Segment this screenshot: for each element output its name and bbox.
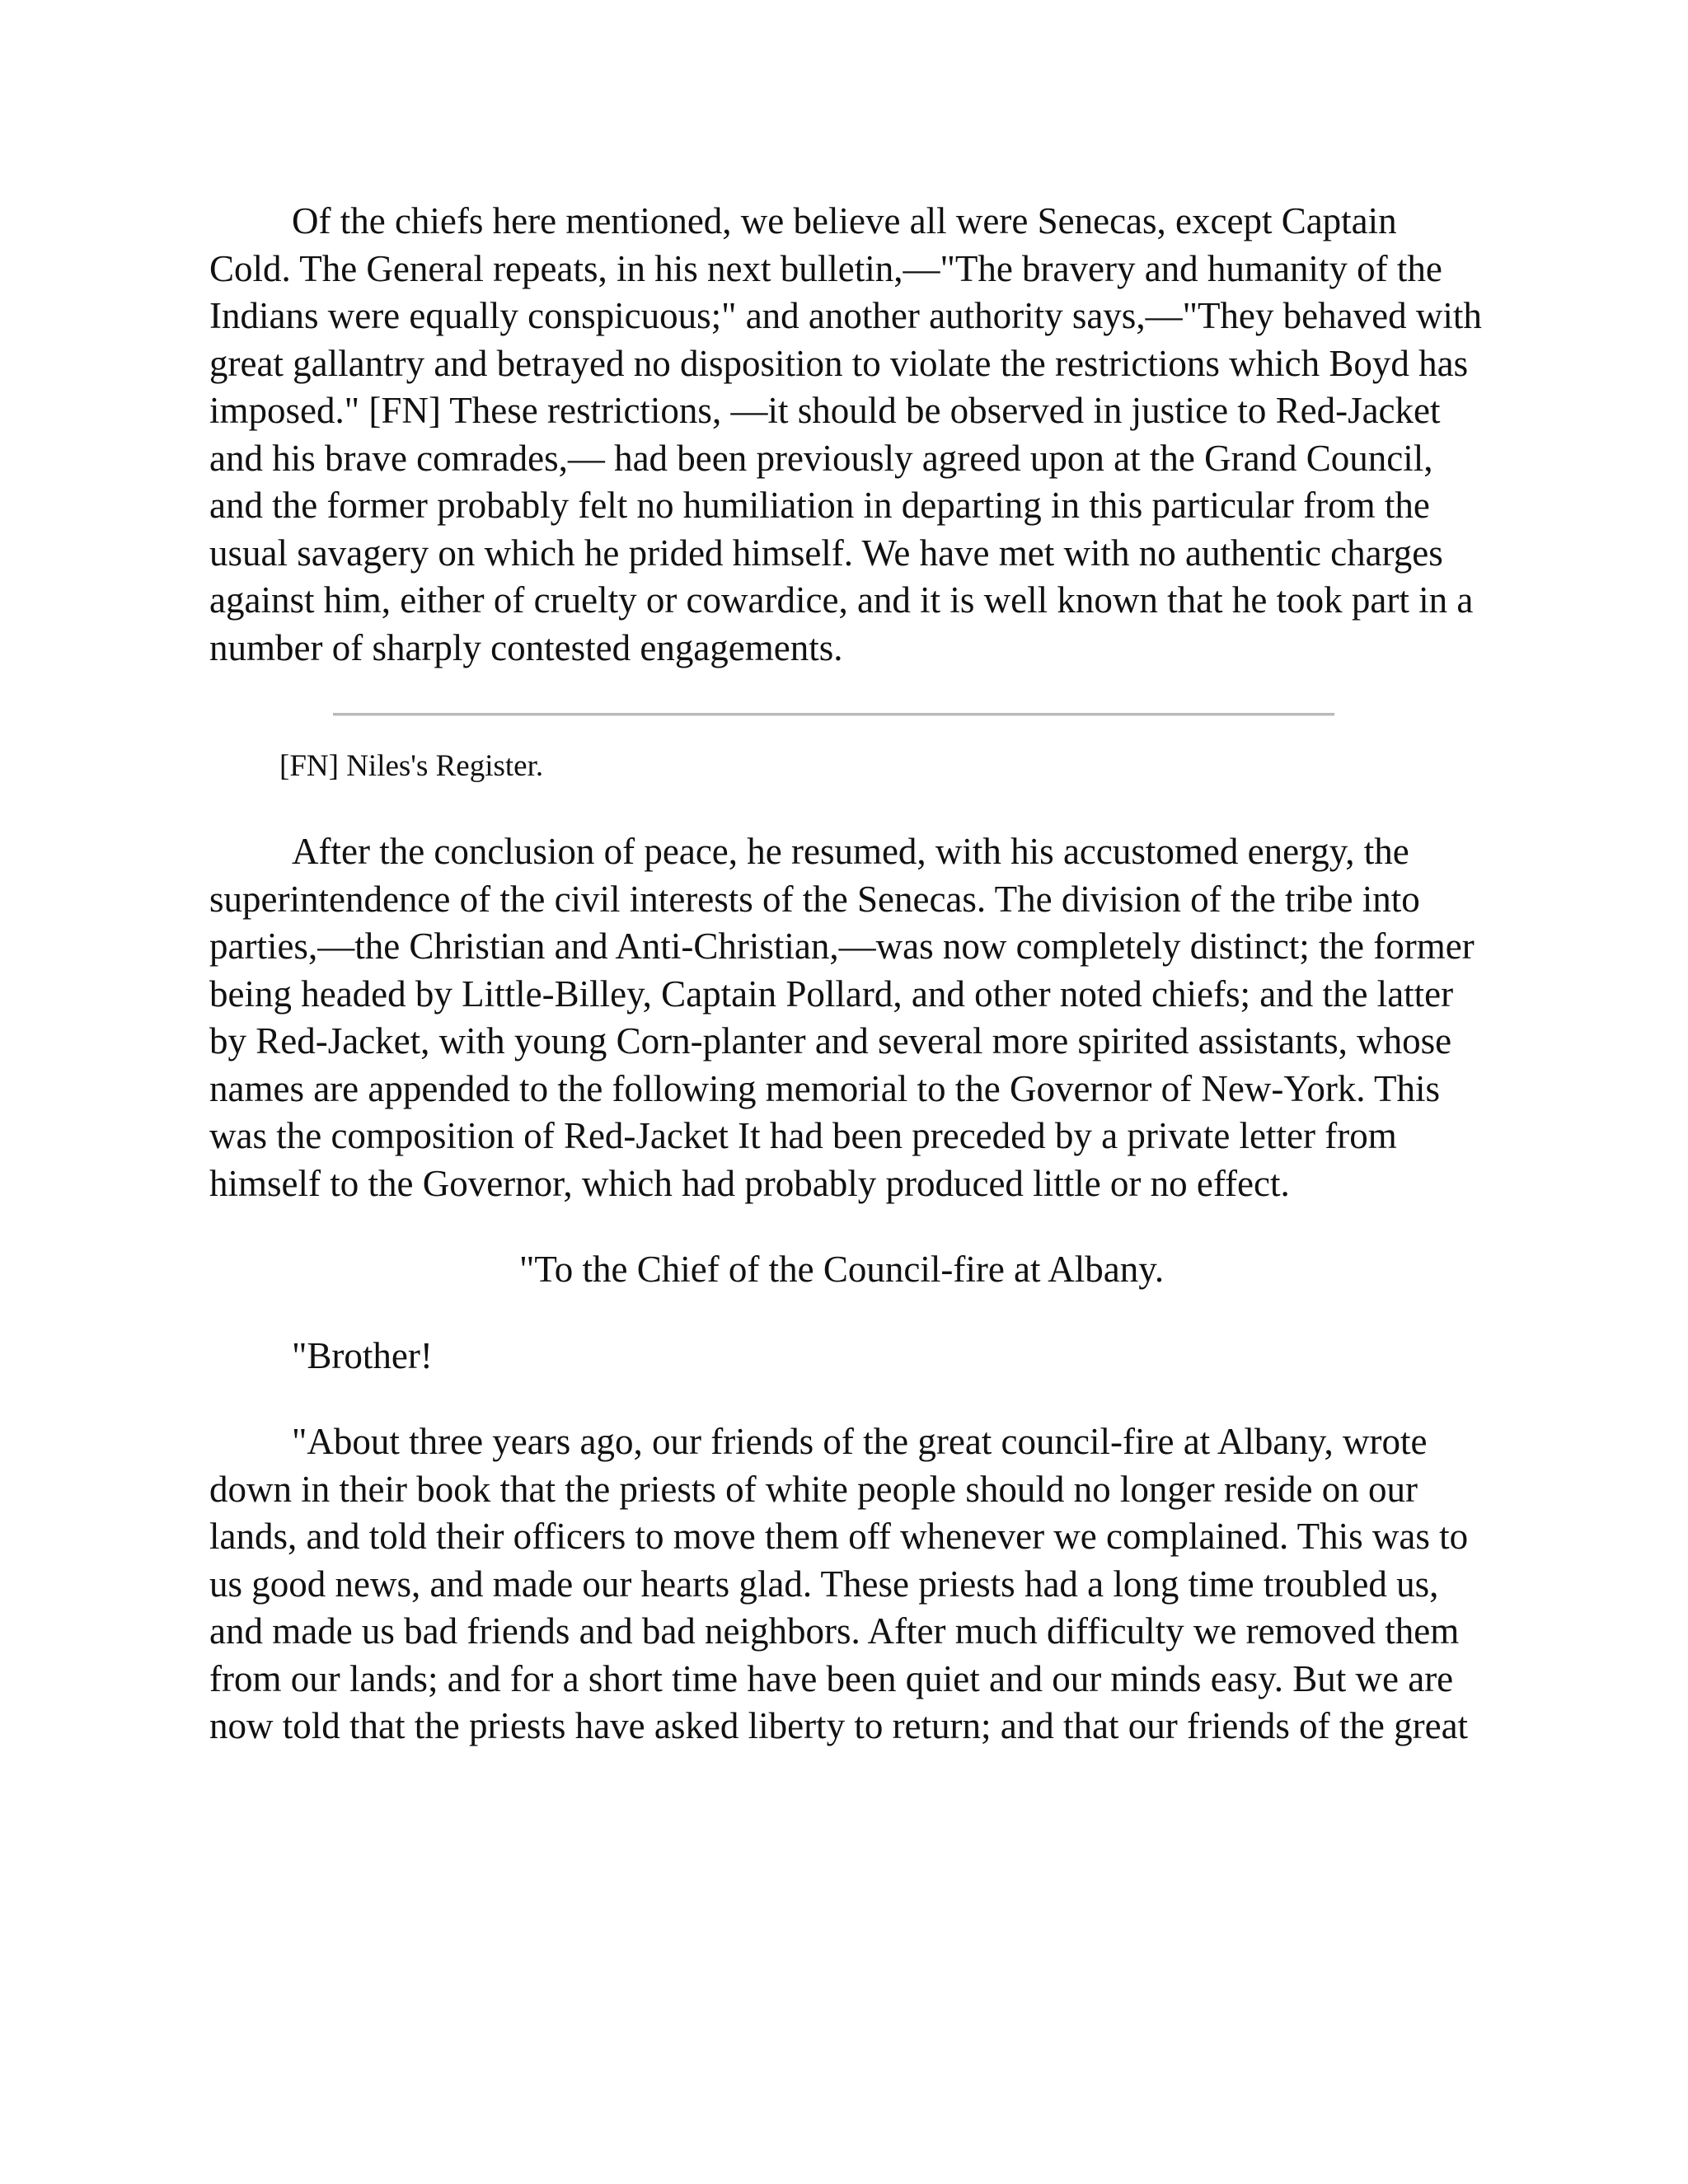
footnote-divider: [333, 713, 1334, 716]
memorial-salutation: "To the Chief of the Council-fire at Albany.: [519, 1249, 1165, 1290]
footnote: [FN] Niles's Register.: [279, 749, 544, 783]
paragraph-chiefs: Of the chiefs here mentioned, we believe all were Senecas, except Captain Cold. The General repeats, in his next bulletin,—"The bravery and humanity of the Indians were equally conspicuous;" and another authority says,—"They behaved with great gallantry and betrayed no disposition to violate the restrictions which Boyd has imposed." [FN] These restrictions, —it should be observed in justice to Red-Jacket and his brave comrades,— had been previously agreed upon at the Grand Council, and the former probably felt no humiliation in departing in this particular from the usual savagery on which he prided himself. We have met with no authentic charges against him, either of cruelty or cowardice, and it is well known that he took part in a number of sharply contested engagements.: [209, 200, 1482, 668]
memorial-brother: "Brother!: [292, 1334, 433, 1376]
paragraph-peace: After the conclusion of peace, he resumed, with his accustomed energy, the superintendence of the civil interests of the Senecas. The division of the tribe into parties,—the Christian and Anti-Christian,—was now completely distinct; the former being headed by Little-Billey, Captain Pollard, and other noted chiefs; and the latter by Red-Jacket, with young Corn-planter and several more spirited assistants, whose names are appended to the following memorial to the Governor of New-York. This was the composition of Red-Jacket It had been preceded by a private letter from himself to the Governor, which had probably produced little or no effect.: [209, 831, 1475, 1204]
document-page: [209, 198, 1483, 1750]
paragraph-memorial: "About three years ago, our friends of the great council-fire at Albany, wrote down in their book that the priests of white people should no longer reside on our lands, and told their officers to move them off whenever we complained. This was to us good news, and made our hearts glad. These priests had a long time troubled us, and made us bad friends and bad neighbors. After much difficulty we removed them from our lands; and for a short time have been quiet and our minds easy. But we are now told that the priests have asked liberty to return; and that our friends of the great: [209, 1421, 1469, 1746]
